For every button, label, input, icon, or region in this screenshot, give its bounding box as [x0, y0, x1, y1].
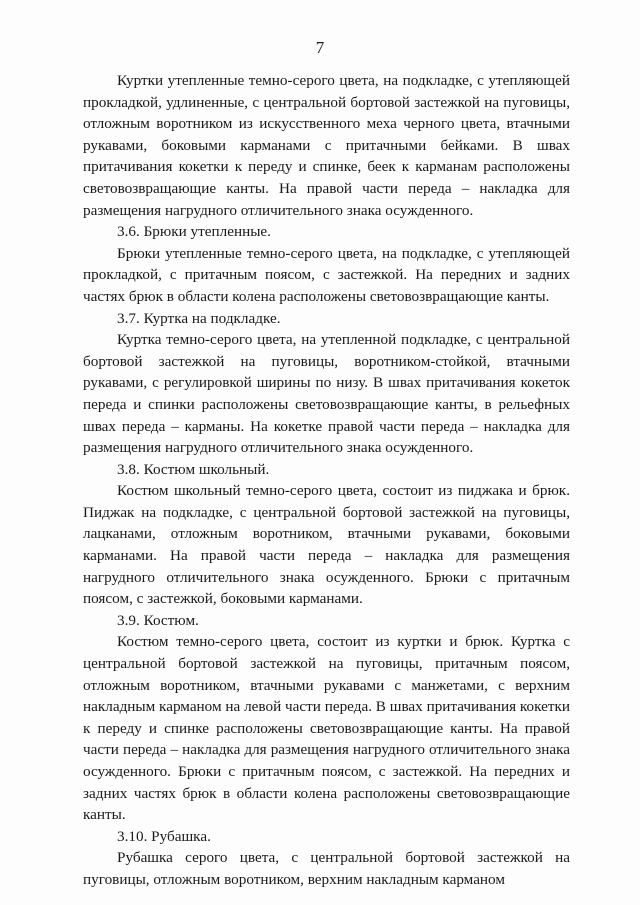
- section-heading-3-6: 3.6. Брюки утепленные.: [117, 223, 271, 241]
- section-heading-3-8: 3.8. Костюм школьный.: [117, 460, 270, 478]
- paragraph-suit: Костюм темно-серого цвета, состоит из куртки и брюк. Куртка с центральной бортовой застежкой на пуговицы, притачным поясом, отложным воротником, втачными рукавами с манжетами, с верхним накладным карманом на левой части переда. В швах притачивания кокетки к переду и спинке расположены световозвращающие канты. На правой части переда – накладка для размещения нагрудного отличительного знака осужденного. Брюки с притачным поясом, с застежкой. На передних и задних частях брюк в области колена расположены световозвращающие канты.: [83, 633, 570, 824]
- document-body: [83, 70, 570, 891]
- section-heading-3-7: 3.7. Куртка на подкладке.: [117, 309, 281, 327]
- paragraph-jackets-insulated: Куртки утепленные темно-серого цвета, на подкладке, с утепляющей прокладкой, удлиненные, с центральной бортовой застежкой на пуговицы, отложным воротником из искусственного меха черного цвета, втачными рукавами, боковыми карманами с притачными бейками. В швах притачивания кокетки к переду и спинке, беек к карманам расположены световозвращающие канты. На правой части переда – накладка для размещения нагрудного отличительного знака осужденного.: [83, 72, 570, 219]
- paragraph-shirt: Рубашка серого цвета, с центральной бортовой застежкой на пуговицы, отложным воротником, верхним накладным карманом: [83, 849, 570, 888]
- paragraph-trousers-insulated: Брюки утепленные темно-серого цвета, на подкладке, с утепляющей прокладкой, с притачным поясом, с застежкой. На передних и задних частях брюк в области колена расположены световозвращающие канты.: [83, 244, 570, 305]
- paragraph-jacket-lined: Куртка темно-серого цвета, на утепленной подкладке, с центральной бортовой застежкой на пуговицы, воротником-стойкой, втачными рукавами, с регулировкой ширины по низу. В швах притачивания кокеток переда и спинки расположены световозвращающие канты, в рельефных швах переда – карманы. На кокетке правой части переда – накладка для размещения нагрудного отличительного знака осужденного.: [83, 331, 570, 457]
- page-number: 7: [315, 38, 325, 57]
- paragraph-school-suit: Костюм школьный темно-серого цвета, состоит из пиджака и брюк. Пиджак на подкладке, с центральной бортовой застежкой на пуговицы, лацканами, отложным воротником, втачными рукавами, боковыми карманами. На правой части переда – накладка для размещения нагрудного отличительного знака осужденного. Брюки с притачным поясом, с застежкой, боковыми карманами.: [83, 482, 570, 608]
- section-heading-3-10: 3.10. Рубашка.: [117, 827, 211, 845]
- section-heading-3-9: 3.9. Костюм.: [117, 611, 199, 629]
